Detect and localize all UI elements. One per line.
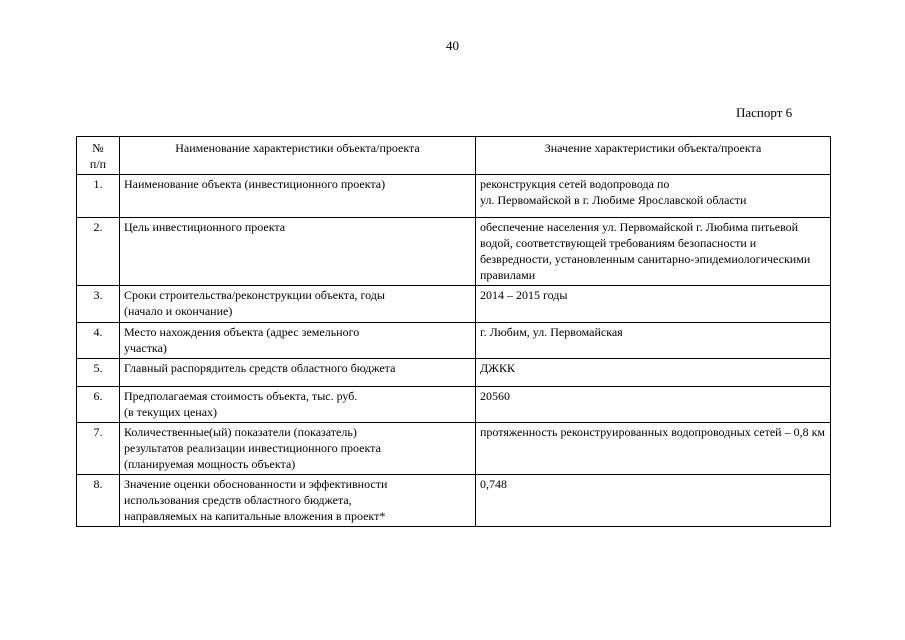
row-value: протяженность реконструированных водопроводных сетей – 0,8 км <box>476 423 831 475</box>
header-value: Значение характеристики объекта/проекта <box>476 137 831 175</box>
row-value: реконструкция сетей водопровода по ул. Первомайской в г. Любиме Ярославской области <box>476 175 831 218</box>
row-num: 8. <box>77 475 120 527</box>
table-row <box>77 423 831 475</box>
passport-table <box>76 136 831 527</box>
row-value: 0,748 <box>476 475 831 527</box>
row-num: 3. <box>77 286 120 323</box>
row-num: 7. <box>77 423 120 475</box>
table-row <box>77 359 831 387</box>
row-value: обеспечение населения ул. Первомайской г. Любима питьевой водой, соответствующей требованиям безопасности и безвредности, установленным санитарно-эпидемиологическими правилами <box>476 218 831 286</box>
row-name: Количественные(ый) показатели (показатель) результатов реализации инвестиционного проекта (планируемая мощность объекта) <box>120 423 476 475</box>
row-num: 5. <box>77 359 120 387</box>
row-num: 6. <box>77 387 120 423</box>
row-name: Сроки строительства/реконструкции объекта, годы (начало и окончание) <box>120 286 476 323</box>
row-value: 20560 <box>476 387 831 423</box>
row-value: ДЖКК <box>476 359 831 387</box>
table-row <box>77 475 831 527</box>
table-row <box>77 387 831 423</box>
header-num: № п/п <box>77 137 120 175</box>
header-name: Наименование характеристики объекта/проекта <box>120 137 476 175</box>
table-row <box>77 218 831 286</box>
row-name: Главный распорядитель средств областного бюджета <box>120 359 476 387</box>
table-header-row <box>77 137 831 175</box>
table-row <box>77 175 831 218</box>
table-row <box>77 286 831 323</box>
row-value: г. Любим, ул. Первомайская <box>476 323 831 359</box>
row-name: Значение оценки обоснованности и эффективности использования средств областного бюджета, направляемых на капитальные вложения в проект* <box>120 475 476 527</box>
row-name: Предполагаемая стоимость объекта, тыс. руб. (в текущих ценах) <box>120 387 476 423</box>
row-num: 2. <box>77 218 120 286</box>
row-name: Место нахождения объекта (адрес земельного участка) <box>120 323 476 359</box>
row-name: Наименование объекта (инвестиционного проекта) <box>120 175 476 218</box>
row-num: 4. <box>77 323 120 359</box>
row-num: 1. <box>77 175 120 218</box>
passport-title: Паспорт 6 <box>736 105 793 120</box>
table-row <box>77 323 831 359</box>
page-number: 40 <box>446 38 459 53</box>
row-name: Цель инвестиционного проекта <box>120 218 476 286</box>
row-value: 2014 – 2015 годы <box>476 286 831 323</box>
